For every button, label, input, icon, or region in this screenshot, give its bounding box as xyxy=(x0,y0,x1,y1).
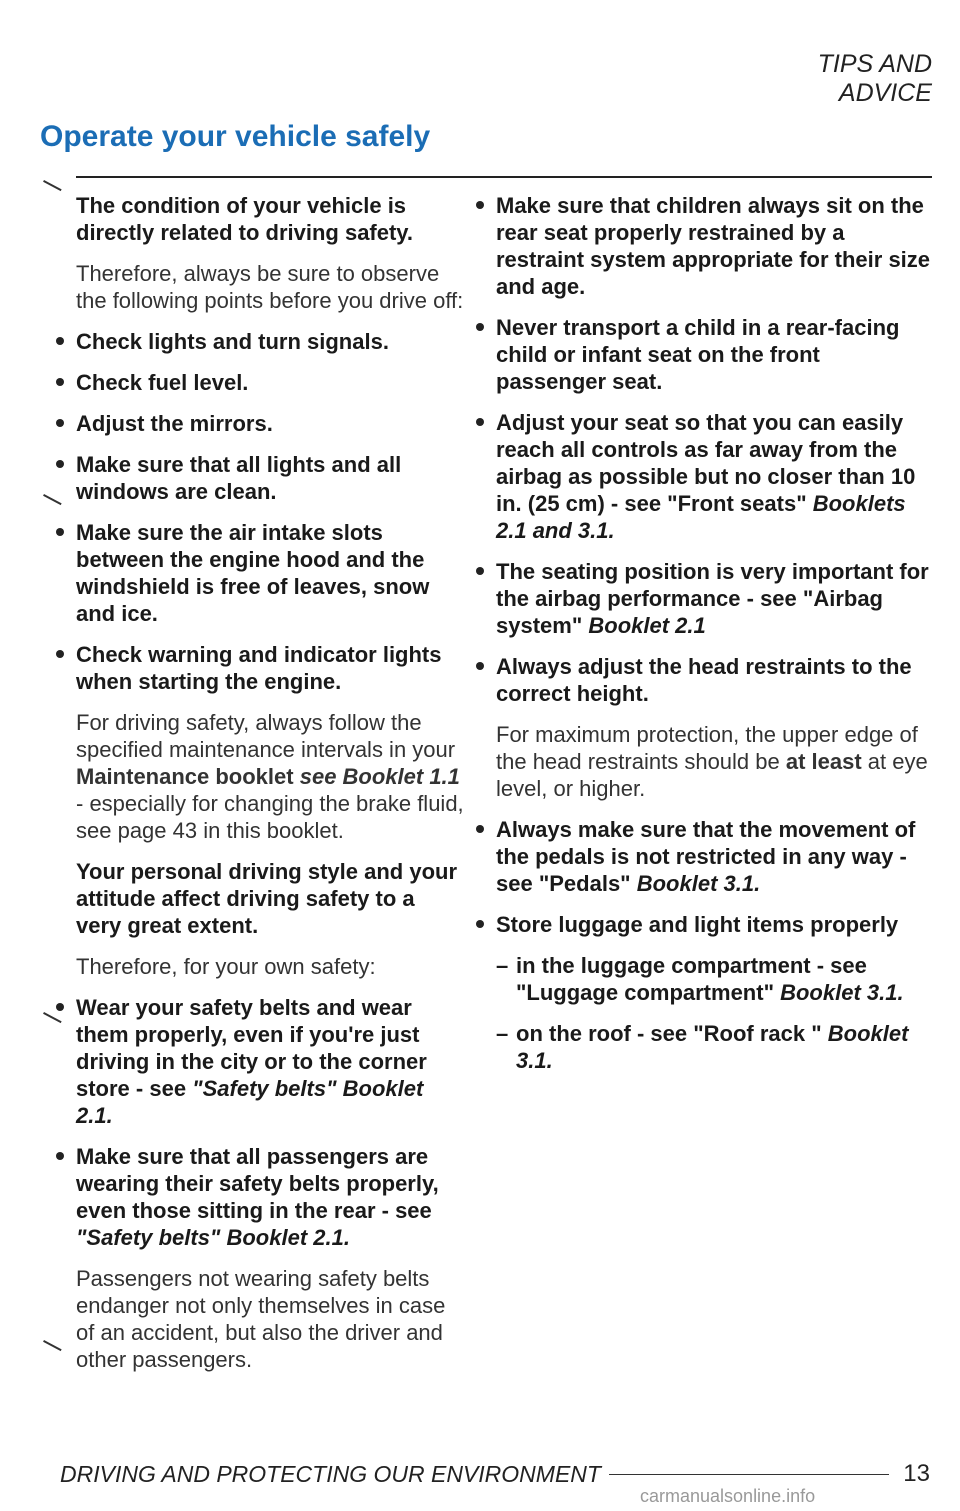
booklet-reference: "Safety belts" Booklet 2.1. xyxy=(76,1225,350,1250)
text-span: - especially for changing the brake fluid, see page 43 in this booklet. xyxy=(76,791,464,843)
left-column xyxy=(76,192,464,1387)
bullet-item: Make sure that children always sit on the rear seat properly restrained by a restraint system appropriate for their size and age. xyxy=(496,193,931,299)
intro-paragraph: The condition of your vehicle is directly related to driving safety. xyxy=(76,193,414,245)
text-span: at least xyxy=(785,749,862,774)
booklet-reference: "Safety belts" Booklet 2.1. xyxy=(76,1076,424,1128)
section-title: TIPS AND ADVICE xyxy=(817,50,932,107)
bullet-item xyxy=(76,1143,464,1251)
dash-item xyxy=(496,952,932,1006)
footer-rule xyxy=(609,1474,889,1475)
watermark: carmanualsonline.info xyxy=(640,1486,816,1506)
bullet-item xyxy=(496,816,932,897)
text-span: Maintenance booklet xyxy=(76,764,294,789)
text-span: The seating position is very important for the airbag performance - see "Airbag system" xyxy=(496,559,929,638)
text-span: in the luggage compartment - see "Luggage compartment" xyxy=(516,953,867,1005)
bullet-item: Always adjust the head restraints to the correct height. xyxy=(496,653,932,707)
bullet-item: Check warning and indicator lights when starting the engine. xyxy=(76,641,464,695)
bullet-item: Check lights and turn signals. xyxy=(76,328,464,355)
text-span: at eye level, or higher. xyxy=(496,749,928,801)
maintenance-paragraph xyxy=(76,709,464,844)
booklet-reference: Booklet 3.1. xyxy=(636,871,761,896)
text-span: Make sure that all passengers are wearing their safety belts properly, even those sitting in the rear - see xyxy=(76,1144,439,1223)
body-paragraph: Passengers not wearing safety belts endanger not only themselves in case of an accident, but also the driver and other passengers. xyxy=(76,1266,446,1372)
text-span: Wear your safety belts and wear them properly, even if you're just driving in the city or to the corner store - see xyxy=(76,995,427,1101)
booklet-reference: Booklet 3.1. xyxy=(780,980,904,1005)
booklet-reference: Booklet 3.1. xyxy=(516,1021,909,1073)
booklet-reference: see Booklet 1.1 xyxy=(299,764,460,789)
page-title: Operate your vehicle safely xyxy=(40,120,431,153)
bullet-item: Make sure that all lights and all windows are clean. xyxy=(76,451,464,505)
footer-text: DRIVING AND PROTECTING OUR ENVIRONMENT xyxy=(60,1460,601,1487)
margin-mark xyxy=(38,1340,61,1360)
text-span: For maximum protection, the upper edge of the head restraints should be xyxy=(496,722,918,774)
heading-rule xyxy=(76,176,932,178)
dash-item xyxy=(496,1020,932,1074)
bullet-item xyxy=(496,409,932,544)
bullet-item: Never transport a child in a rear-facing child or infant seat on the front passenger seat. xyxy=(496,314,932,395)
emphasis-paragraph: Your personal driving style and your attitude affect driving safety to a very great extent. xyxy=(76,859,458,938)
margin-mark xyxy=(38,494,61,514)
bullet-item: Adjust the mirrors. xyxy=(76,410,464,437)
booklet-reference: Booklets 2.1 and 3.1. xyxy=(496,491,906,543)
text-span: Always make sure that the movement of the pedals is not restricted in any way - see "Pedals" xyxy=(496,817,916,896)
bullet-item xyxy=(496,558,932,639)
body-paragraph: Therefore, for your own safety: xyxy=(76,954,376,979)
text-span: Adjust your seat so that you can easily reach all controls as far away from the airbag as possible but no closer than 10 in. (25 cm) - see "Front seats" xyxy=(496,410,916,516)
booklet-reference: Booklet 2.1 xyxy=(588,613,706,638)
body-paragraph xyxy=(496,721,932,802)
page-footer xyxy=(60,1460,930,1488)
body-paragraph: Therefore, always be sure to observe the following points before you drive off: xyxy=(76,261,464,313)
right-column xyxy=(496,192,932,1088)
margin-mark xyxy=(38,1012,61,1032)
bullet-item: Make sure the air intake slots between the engine hood and the windshield is free of leaves, snow and ice. xyxy=(76,519,464,627)
text-span: For driving safety, always follow the specified maintenance intervals in your xyxy=(76,710,456,762)
bullet-item: Store luggage and light items properly xyxy=(496,911,932,938)
margin-mark xyxy=(38,180,61,200)
text-span: on the roof - see "Roof rack " xyxy=(516,1021,828,1046)
bullet-item xyxy=(76,994,464,1129)
bullet-item: Check fuel level. xyxy=(76,369,464,396)
page-number: 13 xyxy=(903,1460,930,1487)
